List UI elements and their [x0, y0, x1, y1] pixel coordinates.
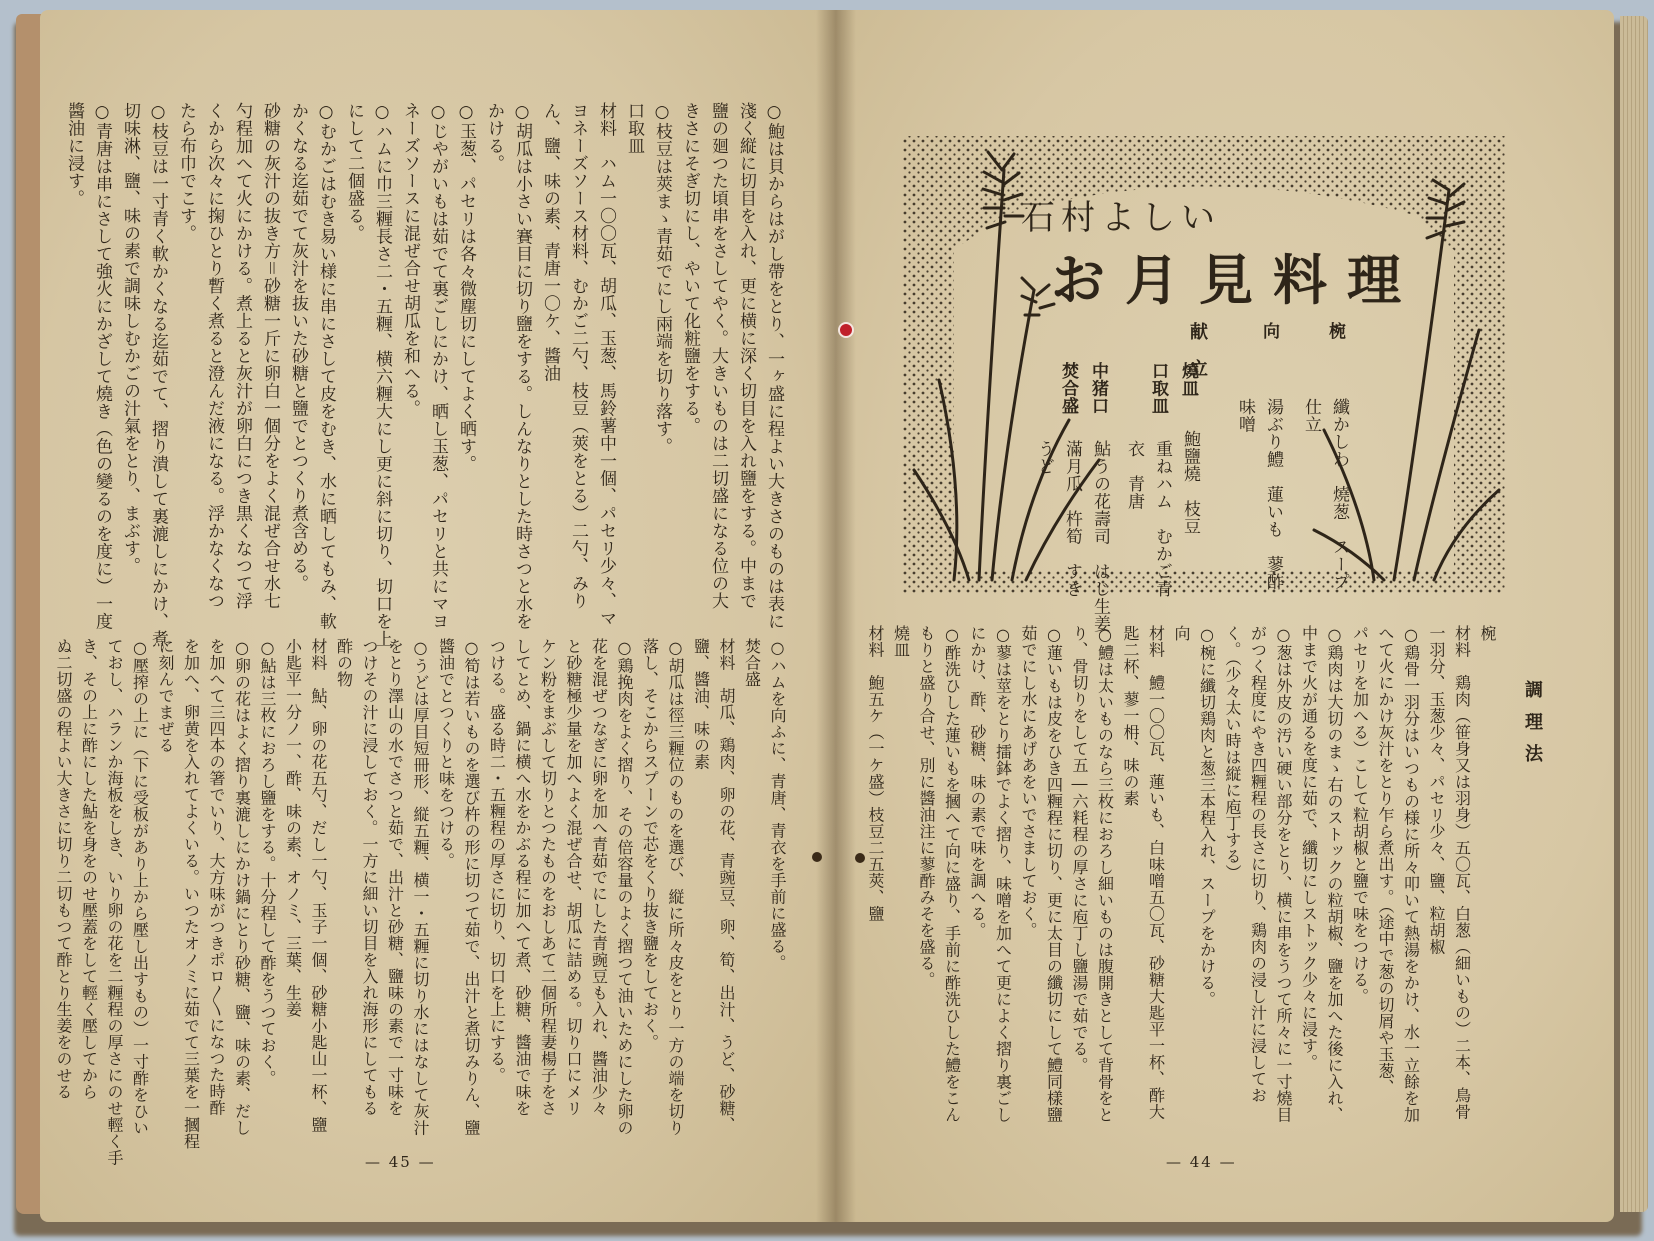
menu-items-wan: 纖かしわ 燒葱 スープ仕立	[1301, 398, 1349, 591]
menu-items-takiawase: 滿月瓜 杵筍 すきうど	[1034, 440, 1082, 598]
page-stack-edge	[1620, 16, 1648, 1212]
cooking-method-heading: 調理法	[1522, 680, 1543, 776]
article-author: 石村よしい	[1021, 198, 1221, 238]
binding-hole	[855, 853, 865, 863]
menu-items-kuchitori: 重ねハム むかご青衣 青唐	[1124, 440, 1172, 598]
binding-hole	[812, 852, 822, 862]
menu-items-yakizara: 鮑鹽燒 枝豆	[1180, 430, 1200, 535]
article-title: お月見料理	[1051, 248, 1421, 312]
left-page-bottom-text: ○ハムを向ふに、青唐、青衣を手前に盛る。 焚合盛 材料 胡瓜、鶏肉、卵の花、青豌豆、卵、筍、出汁、うど、砂糖、 鹽、醬油、味の素 ○胡瓜は徑三糎位のものを選び、縦に所々皮をとり一方の端を切り 落し、そこからスプーンで芯をくり抜き鹽をしておく。 ○鶏挽肉をよく摺り、その倍容量のよく摺つて油いためにした卵の 花を混ぜつなぎに卵を加へ青茹でにした青豌豆も入れ、醬油少々 と砂糖極少量を加へよく混ぜ合せ、胡瓜に詰める。切り口にメリ ケン粉をまぶして切りとつたものをおしあて二個所程妻楊子をさ してとめ、鍋に横へ水をかぶる程に加へて煮、砂糖、醬油で味を つける。盛る時二・五糎程の厚さに切り、切口を上にする。 ○筍は若いものを選び杵の形に切つて茹で、出汁と煮切みりん、鹽 醬油でとつくりと味をつける。 ○うどは厚目短冊形、縦五糎、横一・五糎に切り水にはなして灰汁 をとり澤山の水でさつと茹で、出汁と砂糖、鹽味の素で一寸味を つけその汁に浸しておく。一方に細い切目を入れ海形にしてもる 酢の物 材料 鮎、卵の花五勺、だし一勺、玉子一個、砂糖小匙山一杯、鹽 小匙平一分ノ一、酢、味の素、オノミ、三葉、生姜 ○鮎は三枚におろし鹽をする。十分程して酢をうつておく。 ○卵の花はよく摺り裏漉しにかけ鍋にとり砂糖、鹽、味の素、だし を加へて三四本の箸でいり、大方味がつきポロ〳〵になつた時酢 を加へ、卵黄を入れてよくいる。いつたオノミに茹でて三葉を一摑程 に刻んでまぜる ○壓搾の上に（下に受板があり上から壓し出すもの）一寸酢をひい ておし、ハランか海板をしき、いり卵の花を二糎程の厚さにのせ輕く手 き、その上に酢にした鮎を身をのせ壓蓋をして輕く壓してから ぬ二切盛の程よい大きさに切り二切もつて酢とり生姜をのせる	[54, 638, 787, 1166]
left-page-top-text: ○鮑は貝からはがし帶をとり、一ヶ盛に程よい大きさのものは表に 淺く縦に切目を入れ、更に横に深く切目を入れ鹽をする。中まで 鹽の廻つた頃串をさしてやく。大きいものは二切盛になる位の大 きさにそぎ切にし、やいて化粧鹽をする。 ○枝豆は莢まゝ青茹でにし兩端を切り落す。 口取皿 材料 ハム一〇〇瓦、胡瓜、玉葱、馬鈴薯中一個、パセリ少々、マ ヨネーズソース材料、むかご二勺、枝豆（莢をとる）二勺、みり ん、鹽、味の素、青唐一〇ケ、醬油 ○胡瓜は小さい賽目に切り鹽をする。しんなりとした時さつと水を かける。 ○玉葱、パセリは各々微塵切にしてよく晒す。 ○じやがいもは茹でて裏ごしにかけ、晒し玉葱、パセリと共にマヨ ネーズソースに混ぜ合せ胡瓜を和へる。 ○ハムに巾三糎長さ二・五糎、横六糎大にし更に斜に切り、切口を上 にして二個盛る。 ○むかごはむき易い様に串にさして皮をむき、水に晒してもみ、軟 かくなる迄茹でて灰汁を抜いた砂糖と鹽でとつくり煮含める。 砂糖の灰汁の抜き方＝砂糖一斤に卵白一個分をよく混ぜ合せ水七 勺程加へて火にかける。煮上ると灰汁が卵白につき黒くなつて浮 くから次々に掬ひとり暫く煮ると澄んだ液になる。浮かなくなつ たら布巾でこす。 ○枝豆は一寸青く軟かくなる迄茹でて、摺り潰して裏漉しにかけ、煮 切味淋、鹽、味の素で調味しむかごの汁氣をとり、まぶす。 ○青唐は串にさして強火にかざして燒き（色の變るのを度に）一度 醬油に浸す。	[64, 102, 784, 648]
menu-items-nakachoko: 鮎うの花壽司 はじ生姜	[1090, 440, 1110, 633]
menu-label-yakizara: 燒皿	[1178, 362, 1198, 397]
menu-label-nakachoko: 中猪口	[1088, 362, 1108, 415]
menu-label-mukou: 向	[1259, 322, 1279, 340]
binding-thread	[838, 322, 854, 338]
right-page-number: — 44 —	[1166, 1153, 1237, 1171]
right-page	[836, 10, 1614, 1222]
left-page-number: — 45 —	[365, 1153, 436, 1171]
menu-label-kuchitori: 口取皿	[1148, 362, 1168, 415]
book-gutter	[816, 10, 856, 1222]
menu-label-takiawase: 焚合盛	[1058, 362, 1078, 415]
right-page-bottom-text: 椀 材料 鶏肉（笹身又は羽身）五〇瓦、白葱（細いもの）二本、鳥骨 一羽分、玉葱少々、パセリ少々、鹽、粒胡椒 ○鶏骨一羽分はいつもの様に所々叩いて熱湯をかけ、水一立餘を加 へて火にかけ灰汁をとり乍ら煮出す。（途中で葱の切屑や玉葱、 パセリを加へる）こして粒胡椒と鹽で味をつける。 ○鶏肉は大切のまゝ右のストックの粒胡椒、鹽を加へた後に入れ、 中まで火が通るを度に茹で、纖切にしストック少々に浸す。 ○葱は外皮の汚い硬い部分をとり、横に串をうつて所々に一寸燒目 がつく程度にやき四糎程の長さに切り、鶏肉の浸し汁に浸してお く。（少々太い時は縦に庖丁する） ○椀に纖切鶏肉と葱三本程入れ、スープをかける。 向 材料 鱧一〇〇瓦、蓮いも、白味噌五〇瓦、砂糖大匙平一杯、酢大 匙二杯、蓼一枏、味の素 ○鱧は太いものなら三枚におろし細いものは腹開きとして背骨をと り、骨切りをして五―六粍程の厚さに庖丁し鹽湯で茹でる。 ○蓮いもは皮をひき四糎程に切り、更に太目の纖切にして鱧同樣鹽 茹でにし水にあげあをいでさましておく。 ○蓼は莖をとり擂鉢でよく摺り、味噌を加へて更によく摺り裏ごし にかけ、酢、砂糖、味の素で味を調へる。 ○酢洗ひした蓮いもを摑へて向に盛り、手前に酢洗ひした鱧をこん もりと盛り合せ、別に醬油注に蓼酢みそを盛る。 燒皿 材料 鮑五ケ（一ケ盛）枝豆二五莢、鹽	[866, 625, 1497, 1123]
menu-label-wan: 椀	[1325, 322, 1345, 340]
menu-heading: 献 立	[1187, 322, 1208, 378]
menu-items-mukou: 湯ぶり鱧 蓮いも 蓼酢味噌	[1235, 398, 1283, 591]
left-page	[40, 10, 836, 1222]
